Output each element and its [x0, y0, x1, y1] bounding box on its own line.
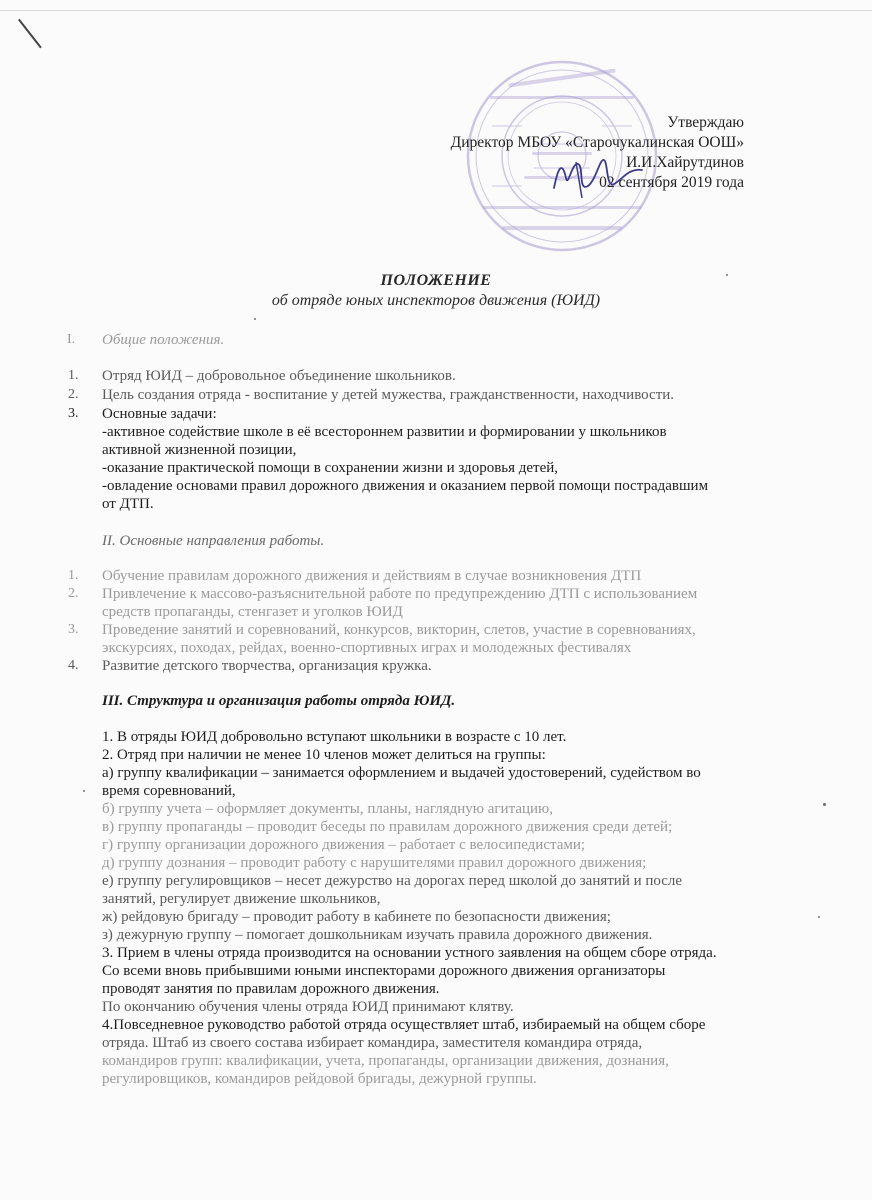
scan-edge-line [0, 10, 872, 11]
scan-speck [254, 318, 256, 320]
section3-line: занятий, регулирует движение школьников, [102, 891, 381, 907]
document-subtitle: об отряде юных инспекторов движения (ЮИД) [271, 292, 601, 309]
section2-item-num: 1. [68, 568, 79, 583]
section3-line: ж) рейдовую бригаду – проводит работу в кабинете по безопасности движения; [102, 909, 611, 925]
scan-speck [83, 790, 85, 792]
section1-task-line: -активное содействие школе в её всестороннем развитии и формировании у школьников [102, 424, 667, 440]
section3-line: Со всеми вновь прибывшими юными инспекторами дорожного движения организаторы [102, 963, 666, 979]
section1-task-line: -овладение основами правил дорожного движения и оказанием первой помощи пострадавшим [102, 478, 709, 494]
section1-item: Основные задачи: [102, 406, 217, 422]
section3-heading: III. Структура и организация работы отряда ЮИД. [102, 693, 456, 709]
section1-heading: Общие положения. [102, 332, 225, 348]
section2-item-num: 4. [68, 658, 79, 673]
approval-line-approve: Утверждаю [667, 114, 744, 131]
approval-line-date: 02 сентября 2019 года [599, 174, 744, 191]
section1-task-line: -оказание практической помощи в сохранении жизни и здоровья детей, [102, 460, 559, 476]
section1-item-num: 3. [68, 406, 79, 421]
document-title: ПОЛОЖЕНИЕ [380, 272, 492, 289]
section2-item-num: 3. [68, 622, 79, 637]
section2-item-line: Привлечение к массово-разъяснительной работе по предупреждению ДТП с использованием [102, 586, 698, 602]
section1-task-line: от ДТП. [102, 496, 154, 512]
section3-line: регулировщиков, командиров рейдовой бригады, дежурной группы. [102, 1071, 537, 1087]
document-title-block [0, 271, 872, 311]
section3-line: 1. В отряды ЮИД добровольно вступают школьники в возрасте с 10 лет. [102, 729, 567, 745]
section3-line: г) группу организации дорожного движения – работает с велосипедистами; [102, 837, 586, 853]
section3-line: а) группу квалификации – занимается оформлением и выдачей удостоверений, судейством во [102, 765, 701, 781]
section3-line: б) группу учета – оформляет документы, планы, наглядную агитацию, [102, 801, 553, 817]
section2-item-line: Развитие детского творчества, организация кружка. [102, 658, 432, 674]
section1-item: Цель создания отряда - воспитание у детей мужества, гражданственности, находчивости. [102, 387, 675, 403]
section1-item-num: 2. [68, 387, 79, 402]
section3-line: проводят занятия по правилам дорожного движения. [102, 981, 440, 997]
scan-speck [726, 274, 728, 276]
director-signature [548, 148, 648, 208]
section3-line: з) дежурную группу – помогает дошкольникам изучать правила дорожного движения. [102, 927, 653, 943]
section3-line: 3. Прием в члены отряда производится на основании устного заявления на общем сборе отряда. [102, 945, 717, 961]
section3-line: время соревнований, [102, 783, 236, 799]
section3-line: д) группу дознания – проводит работу с нарушителями правил дорожного движения; [102, 855, 647, 871]
section3-line: е) группу регулировщиков – несет дежурство на дорогах перед школой до занятий и после [102, 873, 683, 889]
scan-speck [823, 803, 826, 806]
section3-line: в) группу пропаганды – проводит беседы по правилам дорожного движения среди детей; [102, 819, 673, 835]
section3-line: командиров групп: квалификации, учета, пропаганды, организации движения, дознания, [102, 1053, 669, 1069]
scan-speck [818, 916, 820, 918]
section2-item-num: 2. [68, 586, 79, 601]
section3-line: отряда. Штаб из своего состава избирает командира, заместителя командира отряда, [102, 1035, 643, 1051]
section1-task-line: активной жизненной позиции, [102, 442, 297, 458]
section2-item-line: Проведение занятий и соревнований, конкурсов, викторин, слетов, участие в соревнованиях, [102, 622, 696, 638]
section2-item-line: экскурсиях, походах, рейдах, военно-спортивных играх и молодежных фестивалях [102, 640, 632, 656]
approval-line-director: Директор МБОУ «Старочукалинская ООШ» [450, 134, 744, 151]
section2-item-line: средств пропаганды, стенгазет и уголков ЮИД [102, 604, 403, 620]
scan-corner-mark [18, 19, 42, 49]
section1-number: I. [67, 332, 76, 347]
section3-line: 2. Отряд при наличии не менее 10 членов может делиться на группы: [102, 747, 546, 763]
section2-heading: II. Основные направления работы. [102, 533, 325, 549]
section1-item: Отряд ЮИД – добровольное объединение школьников. [102, 368, 456, 384]
section3-line: По окончанию обучения члены отряда ЮИД принимают клятву. [102, 999, 514, 1015]
section2-item-line: Обучение правилам дорожного движения и действиям в случае возникновения ДТП [102, 568, 642, 584]
approval-line-name: И.И.Хайрутдинов [626, 154, 744, 171]
section3-line: 4.Повседневное руководство работой отряда осуществляет штаб, избираемый на общем сборе [102, 1017, 706, 1033]
section1-item-num: 1. [68, 368, 79, 383]
